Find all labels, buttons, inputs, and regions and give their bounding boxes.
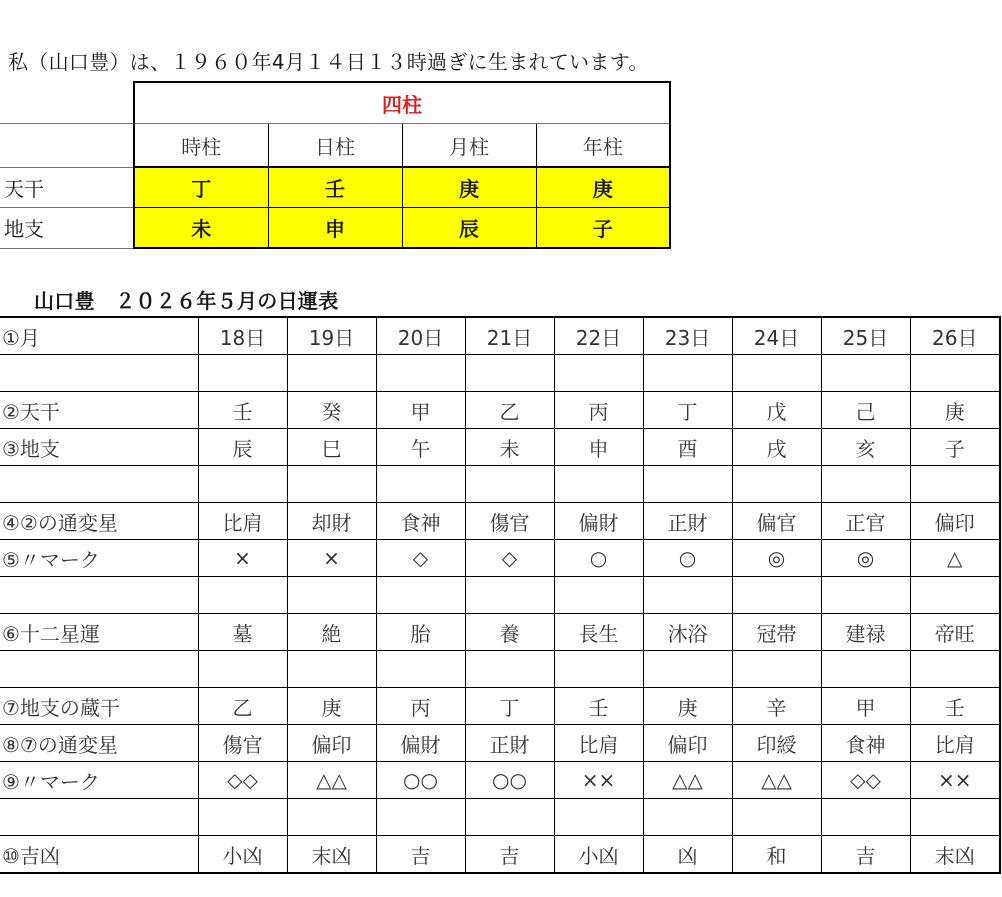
pillar-header-hour: 時柱: [134, 124, 268, 168]
daily-cell: 胎: [376, 614, 465, 651]
daily-cell: [821, 651, 910, 688]
daily-cell: 未: [465, 429, 554, 466]
daily-cell: 乙: [465, 392, 554, 429]
daily-cell: △△: [732, 762, 821, 799]
daily-cell: [732, 651, 821, 688]
daily-cell: [376, 466, 465, 503]
daily-cell: 比肩: [910, 725, 1000, 762]
daily-cell: [287, 651, 376, 688]
daily-cell: [732, 466, 821, 503]
daily-cell: ○○: [376, 762, 465, 799]
daily-row: [0, 392, 1000, 429]
daily-cell: 辰: [198, 429, 287, 466]
daily-cell: 亥: [821, 429, 910, 466]
daily-cell: 偏財: [376, 725, 465, 762]
daily-spacer-row: [0, 466, 1000, 503]
pillar-value: 未: [134, 208, 268, 249]
daily-cell: ×: [287, 540, 376, 577]
daily-cell: [465, 577, 554, 614]
daily-cell: 絶: [287, 614, 376, 651]
daily-cell: [821, 799, 910, 836]
daily-cell: [554, 651, 643, 688]
daily-cell: 偏印: [643, 725, 732, 762]
pillars-title: 四柱: [134, 82, 670, 124]
daily-cell: 壬: [910, 688, 1000, 725]
daily-cell: [821, 577, 910, 614]
daily-row: [0, 725, 1000, 762]
daily-cell: [910, 651, 1000, 688]
daily-cell: [821, 355, 910, 392]
daily-cell: 正財: [643, 503, 732, 540]
daily-cell: ◇: [465, 540, 554, 577]
pillar-header-day: 日柱: [268, 124, 402, 168]
daily-cell: 18日: [198, 317, 287, 355]
daily-row: [0, 503, 1000, 540]
daily-cell: 傷官: [198, 725, 287, 762]
daily-cell: 偏財: [554, 503, 643, 540]
daily-row-label: ⑧⑦の通変星: [0, 725, 198, 762]
daily-cell: [732, 355, 821, 392]
daily-cell: ◇◇: [198, 762, 287, 799]
daily-cell: [465, 799, 554, 836]
daily-cell: 丁: [465, 688, 554, 725]
daily-row: [0, 836, 1000, 874]
pillars-header-blank: [0, 124, 134, 168]
pillar-value: 丁: [134, 167, 268, 208]
pillars-row-chishi: [0, 208, 670, 249]
daily-cell: 壬: [554, 688, 643, 725]
daily-cell: [732, 577, 821, 614]
pillars-corner-cell: [0, 82, 134, 124]
daily-spacer-row: [0, 355, 1000, 392]
daily-row: [0, 688, 1000, 725]
daily-row-label: [0, 799, 198, 836]
daily-cell: ××: [554, 762, 643, 799]
daily-cell: [376, 651, 465, 688]
daily-cell: 吉: [821, 836, 910, 874]
daily-cell: 沐浴: [643, 614, 732, 651]
daily-cell: △△: [643, 762, 732, 799]
daily-cell: 20日: [376, 317, 465, 355]
daily-cell: ○○: [465, 762, 554, 799]
daily-cell: ××: [910, 762, 1000, 799]
pillar-value: 子: [536, 208, 670, 249]
daily-cell: [287, 577, 376, 614]
daily-row-label: ①月: [0, 317, 198, 355]
daily-cell: [643, 799, 732, 836]
daily-row-label: [0, 577, 198, 614]
daily-cell: 21日: [465, 317, 554, 355]
daily-cell: [643, 577, 732, 614]
daily-cell: 庚: [643, 688, 732, 725]
daily-cell: 子: [910, 429, 1000, 466]
daily-row: [0, 614, 1000, 651]
daily-cell: 比肩: [554, 725, 643, 762]
daily-cell: 壬: [198, 392, 287, 429]
pillars-row-label: 地支: [0, 208, 134, 249]
daily-cell: 甲: [821, 688, 910, 725]
daily-row: [0, 762, 1000, 799]
daily-cell: [198, 355, 287, 392]
daily-row-label: [0, 651, 198, 688]
daily-cell: [198, 466, 287, 503]
daily-table-title: 山口豊 ２０２６年５月の日運表: [34, 289, 339, 313]
daily-cell: ◎: [732, 540, 821, 577]
daily-cell: 24日: [732, 317, 821, 355]
daily-cell: ×: [198, 540, 287, 577]
daily-cell: ◇◇: [821, 762, 910, 799]
pillars-header-row: [0, 124, 670, 168]
pillars-row-tenkan: [0, 167, 670, 208]
daily-cell: 偏印: [287, 725, 376, 762]
daily-cell: △: [910, 540, 1000, 577]
daily-cell: 小凶: [554, 836, 643, 874]
daily-spacer-row: [0, 577, 1000, 614]
daily-cell: [643, 651, 732, 688]
pillar-value: 辰: [402, 208, 536, 249]
daily-cell: [198, 577, 287, 614]
pillars-row-label: 天干: [0, 167, 134, 208]
daily-cell: 26日: [910, 317, 1000, 355]
daily-cell: 庚: [287, 688, 376, 725]
daily-cell: 丙: [554, 392, 643, 429]
daily-cell: 22日: [554, 317, 643, 355]
daily-row: [0, 540, 1000, 577]
daily-cell: [643, 466, 732, 503]
daily-cell: [910, 466, 1000, 503]
daily-cell: [198, 799, 287, 836]
daily-cell: [554, 355, 643, 392]
daily-spacer-row: [0, 651, 1000, 688]
daily-cell: 建禄: [821, 614, 910, 651]
daily-cell: [465, 651, 554, 688]
daily-row: [0, 317, 1000, 355]
pillar-value: 申: [268, 208, 402, 249]
daily-cell: [376, 355, 465, 392]
four-pillars-table: [0, 81, 671, 249]
daily-cell: 丙: [376, 688, 465, 725]
daily-cell: [198, 651, 287, 688]
daily-cell: [287, 355, 376, 392]
daily-cell: [465, 355, 554, 392]
daily-cell: [287, 799, 376, 836]
daily-cell: [732, 799, 821, 836]
pillar-value: 庚: [536, 167, 670, 208]
daily-cell: [910, 799, 1000, 836]
daily-row-label: ⑤〃マーク: [0, 540, 198, 577]
daily-cell: 巳: [287, 429, 376, 466]
daily-cell: ◎: [821, 540, 910, 577]
pillars-title-row: [0, 82, 670, 124]
daily-cell: 偏印: [910, 503, 1000, 540]
daily-cell: [554, 799, 643, 836]
daily-cell: [376, 577, 465, 614]
pillar-header-month: 月柱: [402, 124, 536, 168]
daily-row: [0, 429, 1000, 466]
daily-cell: [465, 466, 554, 503]
daily-cell: 戊: [732, 392, 821, 429]
daily-row-label: ⑥十二星運: [0, 614, 198, 651]
daily-row-label: ④②の通変星: [0, 503, 198, 540]
daily-cell: 和: [732, 836, 821, 874]
daily-cell: 傷官: [465, 503, 554, 540]
pillar-value: 壬: [268, 167, 402, 208]
daily-cell: [554, 466, 643, 503]
daily-cell: △△: [287, 762, 376, 799]
daily-cell: [376, 799, 465, 836]
daily-cell: 癸: [287, 392, 376, 429]
daily-fortune-table: [0, 316, 1001, 874]
daily-cell: 小凶: [198, 836, 287, 874]
daily-cell: 丁: [643, 392, 732, 429]
daily-spacer-row: [0, 799, 1000, 836]
pillar-value: 庚: [402, 167, 536, 208]
daily-cell: 食神: [376, 503, 465, 540]
daily-cell: 吉: [465, 836, 554, 874]
daily-cell: [910, 355, 1000, 392]
daily-cell: 甲: [376, 392, 465, 429]
daily-cell: 午: [376, 429, 465, 466]
daily-cell: 戌: [732, 429, 821, 466]
daily-cell: 吉: [376, 836, 465, 874]
daily-cell: [821, 466, 910, 503]
daily-cell: ○: [643, 540, 732, 577]
daily-row-label: ②天干: [0, 392, 198, 429]
daily-cell: 帝旺: [910, 614, 1000, 651]
daily-cell: 23日: [643, 317, 732, 355]
daily-cell: [554, 577, 643, 614]
daily-row-label: ⑨〃マーク: [0, 762, 198, 799]
daily-cell: [910, 577, 1000, 614]
daily-cell: [643, 355, 732, 392]
daily-cell: 酉: [643, 429, 732, 466]
daily-cell: 印綬: [732, 725, 821, 762]
daily-cell: 己: [821, 392, 910, 429]
daily-row-label: [0, 355, 198, 392]
pillar-header-year: 年柱: [536, 124, 670, 168]
daily-cell: 却財: [287, 503, 376, 540]
daily-cell: 比肩: [198, 503, 287, 540]
daily-cell: 凶: [643, 836, 732, 874]
daily-row-label: ⑦地支の蔵干: [0, 688, 198, 725]
daily-cell: 養: [465, 614, 554, 651]
intro-text: 私（山口豊）は、１９６０年4月１４日１３時過ぎに生まれています。: [8, 50, 649, 74]
daily-cell: 墓: [198, 614, 287, 651]
daily-cell: 長生: [554, 614, 643, 651]
daily-row-label: [0, 466, 198, 503]
daily-cell: 偏官: [732, 503, 821, 540]
daily-row-label: ⑩吉凶: [0, 836, 198, 874]
daily-cell: 末凶: [910, 836, 1000, 874]
daily-cell: 申: [554, 429, 643, 466]
daily-cell: [287, 466, 376, 503]
daily-cell: 庚: [910, 392, 1000, 429]
daily-cell: 辛: [732, 688, 821, 725]
daily-cell: ○: [554, 540, 643, 577]
daily-cell: 正官: [821, 503, 910, 540]
daily-cell: 乙: [198, 688, 287, 725]
daily-cell: 末凶: [287, 836, 376, 874]
daily-cell: 冠帯: [732, 614, 821, 651]
daily-cell: 食神: [821, 725, 910, 762]
daily-cell: 25日: [821, 317, 910, 355]
daily-cell: ◇: [376, 540, 465, 577]
daily-row-label: ③地支: [0, 429, 198, 466]
daily-cell: 正財: [465, 725, 554, 762]
daily-cell: 19日: [287, 317, 376, 355]
